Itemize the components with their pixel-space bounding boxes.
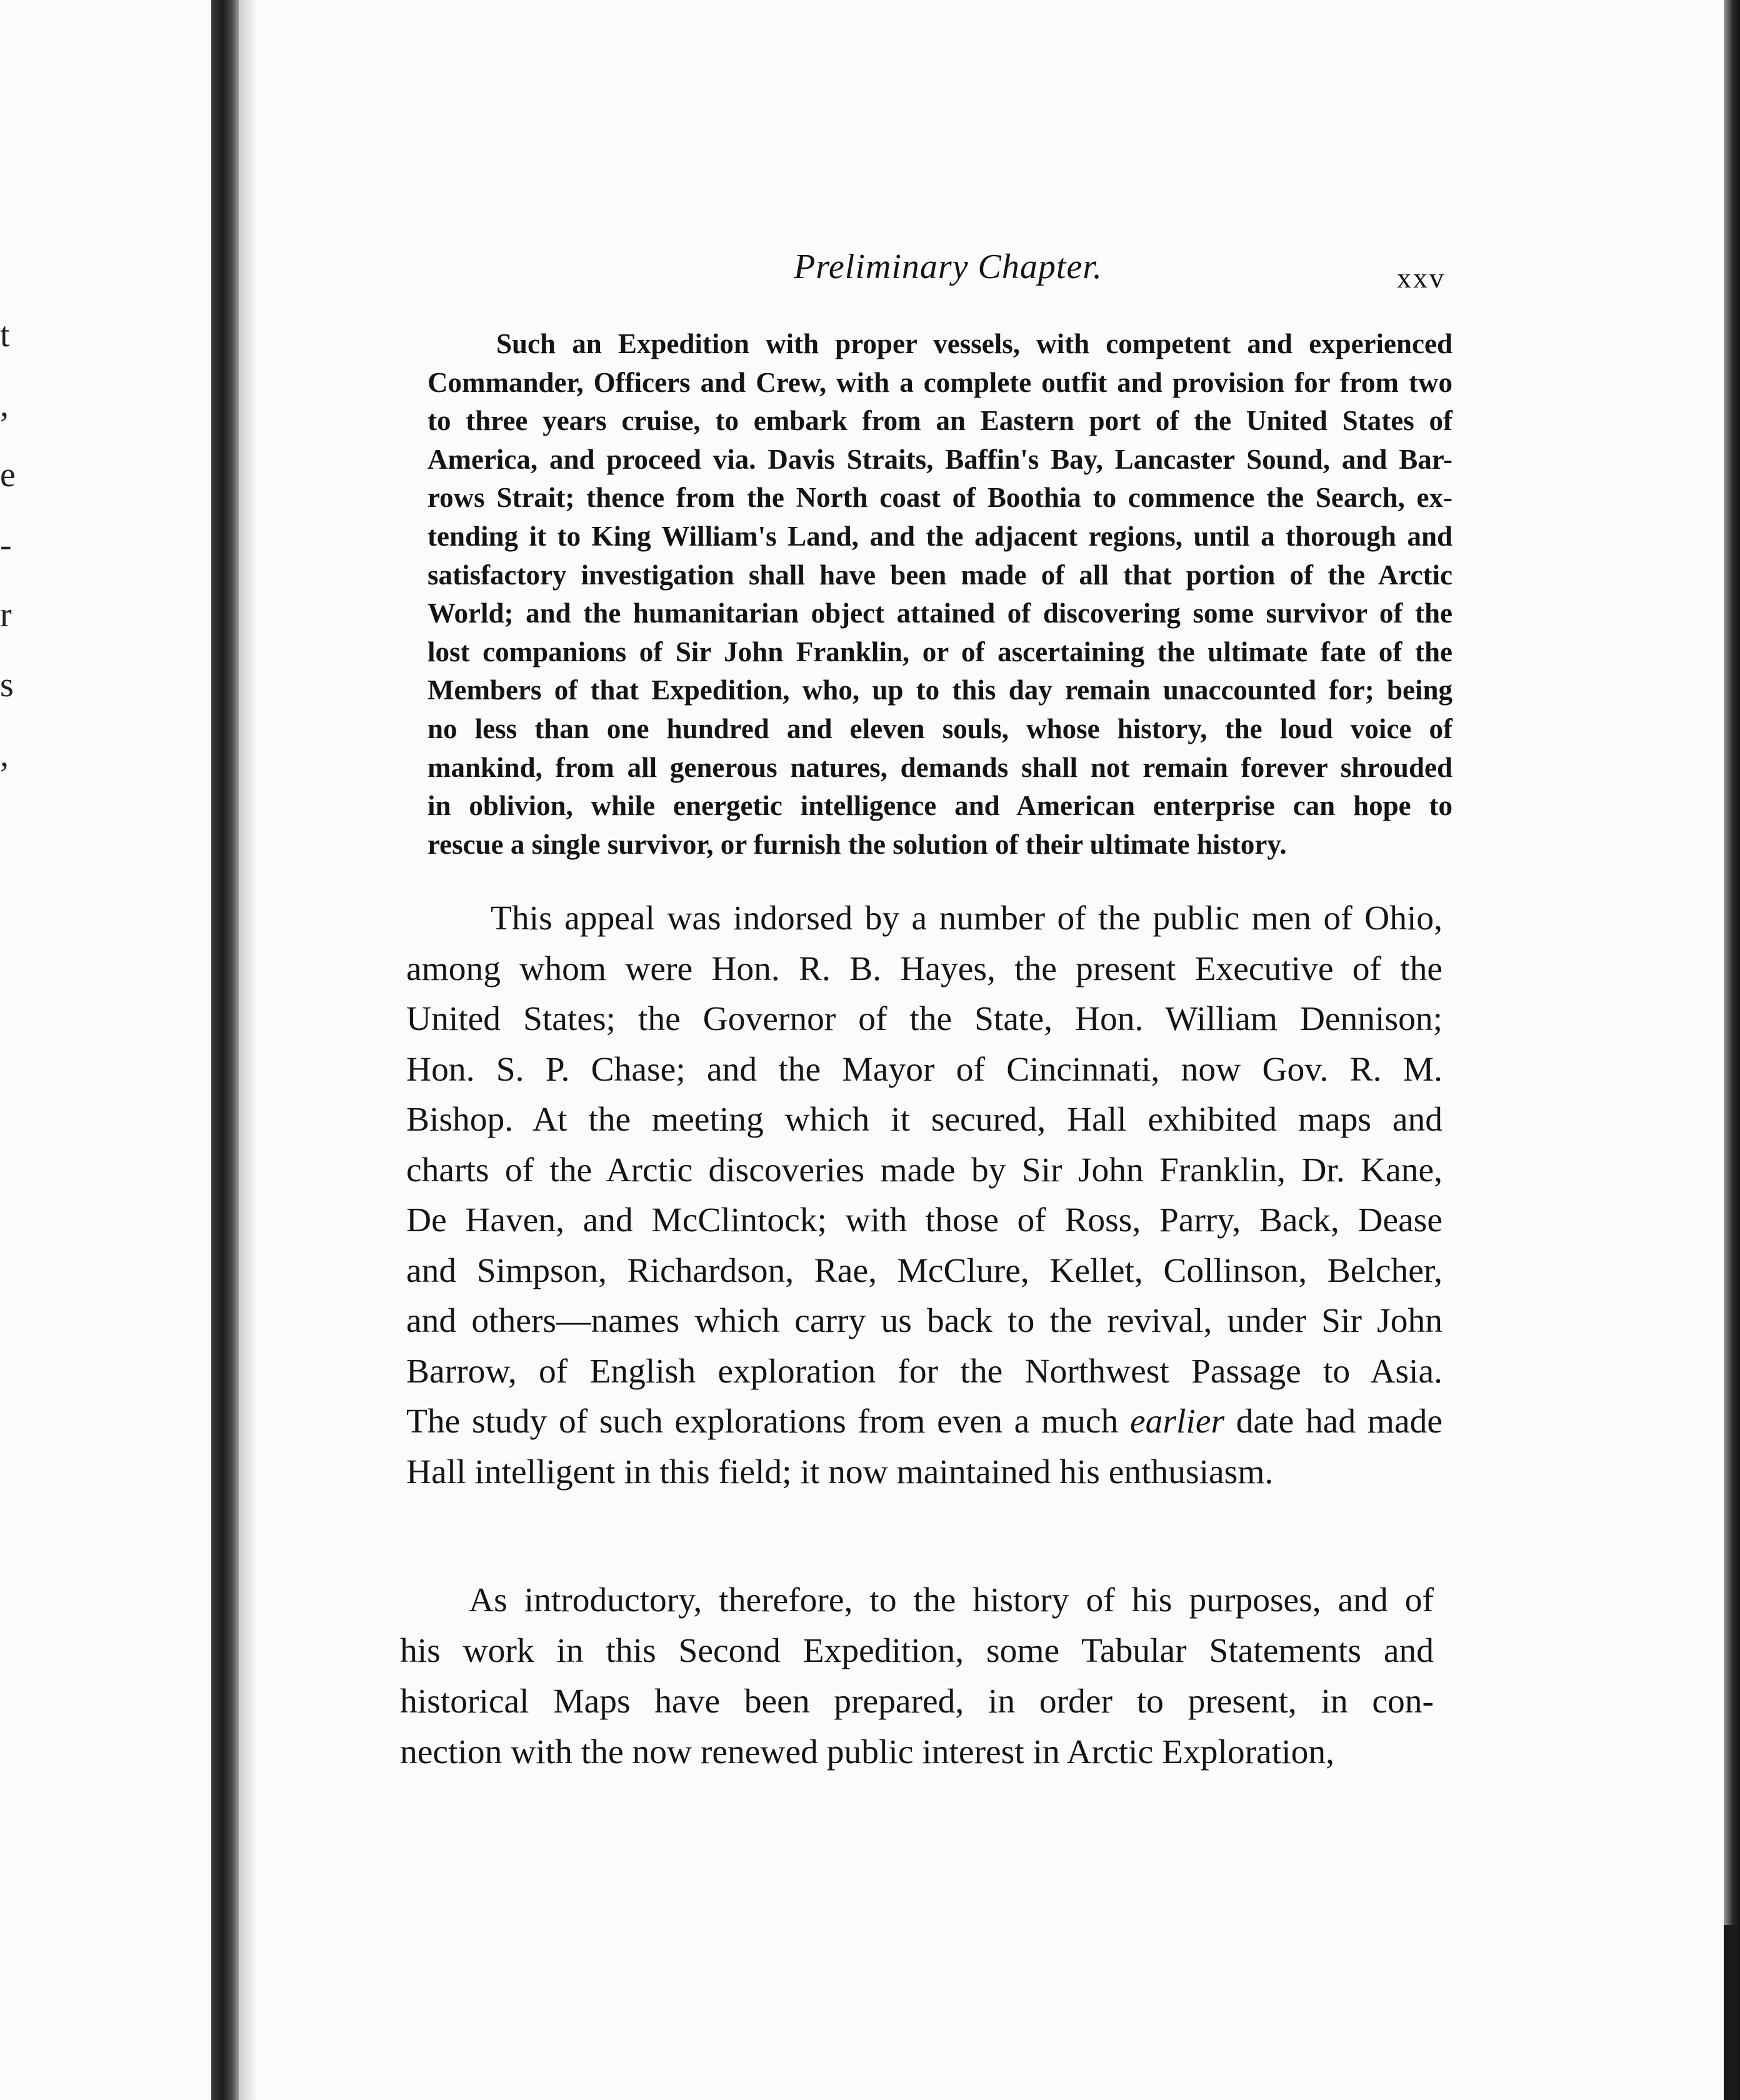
text-line: World; and the humanitarian object attained of discovering some survivor of the bbox=[428, 598, 1452, 629]
text-line: rows Strait; thence from the North coast of Boothia to commence the Search, ex- bbox=[428, 482, 1452, 514]
facing-page-fragment: , bbox=[0, 386, 9, 424]
text-line: lost companions of Sir John Franklin, or of ascertaining the ultimate fate of the bbox=[428, 636, 1452, 668]
text-line: Hall intelligent in this field; it now maintained his enthusiasm. bbox=[406, 1452, 1274, 1491]
facing-page-fragment: s bbox=[0, 666, 14, 704]
text-segment: date had made bbox=[1224, 1402, 1442, 1441]
page-number: xxv bbox=[1397, 262, 1446, 294]
text-line bbox=[406, 1397, 1442, 1448]
text-line: to three years cruise, to embark from an Eastern port of the United States of bbox=[428, 405, 1452, 437]
facing-page-fragment: t bbox=[0, 316, 10, 354]
facing-page-fragment: - bbox=[0, 526, 12, 564]
right-page-edge bbox=[1724, 0, 1740, 2100]
text-line: charts of the Arctic discoveries made by Sir John Franklin, Dr. Kane, bbox=[406, 1151, 1442, 1189]
binding-shadow bbox=[239, 0, 258, 2100]
text-line: among whom were Hon. R. B. Hayes, the present Executive of the bbox=[406, 949, 1442, 988]
text-line: mankind, from all generous natures, demands shall not remain forever shrouded bbox=[428, 751, 1452, 783]
text-line: As introductory, therefore, to the history of his purposes, and of bbox=[469, 1581, 1434, 1619]
text-line: Barrow, of English exploration for the Northwest Passage to Asia. bbox=[406, 1352, 1442, 1391]
text-line: nection with the now renewed public interest in Arctic Exploration, bbox=[400, 1733, 1335, 1771]
text-segment: The study of such explorations from even a much bbox=[406, 1402, 1130, 1441]
text-line: and Simpson, Richardson, Rae, McClure, Kellet, Collinson, Belcher, bbox=[406, 1251, 1442, 1290]
quoted-appeal-paragraph bbox=[428, 325, 1452, 864]
text-line: historical Maps have been prepared, in order to present, in con- bbox=[400, 1682, 1434, 1721]
text-line: rescue a single survivor, or furnish the solution of their ultimate history. bbox=[428, 828, 1287, 860]
body-paragraph-introductory bbox=[400, 1575, 1434, 1778]
text-line: United States; the Governor of the State, Hon. William Dennison; bbox=[406, 1000, 1442, 1038]
body-paragraph-appeal-indorsed bbox=[406, 894, 1442, 1498]
text-line: Commander, Officers and Crew, with a complete outfit and provision for from two bbox=[428, 366, 1452, 398]
text-line: Such an Expedition with proper vessels, with competent and experienced bbox=[496, 328, 1452, 359]
facing-page-fragment: , bbox=[0, 736, 9, 774]
text-line: no less than one hundred and eleven souls, whose history, the loud voice of bbox=[428, 712, 1452, 744]
text-line: and others—names which carry us back to the revival, under Sir John bbox=[406, 1302, 1442, 1340]
right-page-edge-bottom bbox=[1724, 1925, 1738, 2100]
text-line: Bishop. At the meeting which it secured, Hall exhibited maps and bbox=[406, 1101, 1442, 1139]
text-line: De Haven, and McClintock; with those of Ross, Parry, Back, Dease bbox=[406, 1201, 1442, 1239]
text-line: Hon. S. P. Chase; and the Mayor of Cincinnati, now Gov. R. M. bbox=[406, 1050, 1442, 1089]
text-line: his work in this Second Expedition, some Tabular Statements and bbox=[400, 1632, 1434, 1670]
facing-page-fragment: e bbox=[0, 456, 16, 494]
text-line: in oblivion, while energetic intelligence and American enterprise can hope to bbox=[428, 790, 1452, 822]
running-head: Preliminary Chapter. bbox=[794, 248, 1102, 286]
italic-word: earlier bbox=[1130, 1402, 1225, 1441]
text-line: This appeal was indorsed by a number of the public men of Ohio, bbox=[491, 899, 1442, 938]
text-line: America, and proceed via. Davis Straits, Baffin's Bay, Lancaster Sound, and Bar- bbox=[428, 443, 1452, 475]
text-line: satisfactory investigation shall have been made of all that portion of the Arctic bbox=[428, 559, 1452, 591]
facing-page-fragments bbox=[0, 300, 25, 790]
facing-page-fragment: r bbox=[0, 596, 12, 634]
text-line: tending it to King William's Land, and the adjacent regions, until a thorough and bbox=[428, 520, 1452, 552]
binding-edge bbox=[211, 0, 239, 2100]
text-line: Members of that Expedition, who, up to this day remain unaccounted for; being bbox=[428, 674, 1452, 706]
